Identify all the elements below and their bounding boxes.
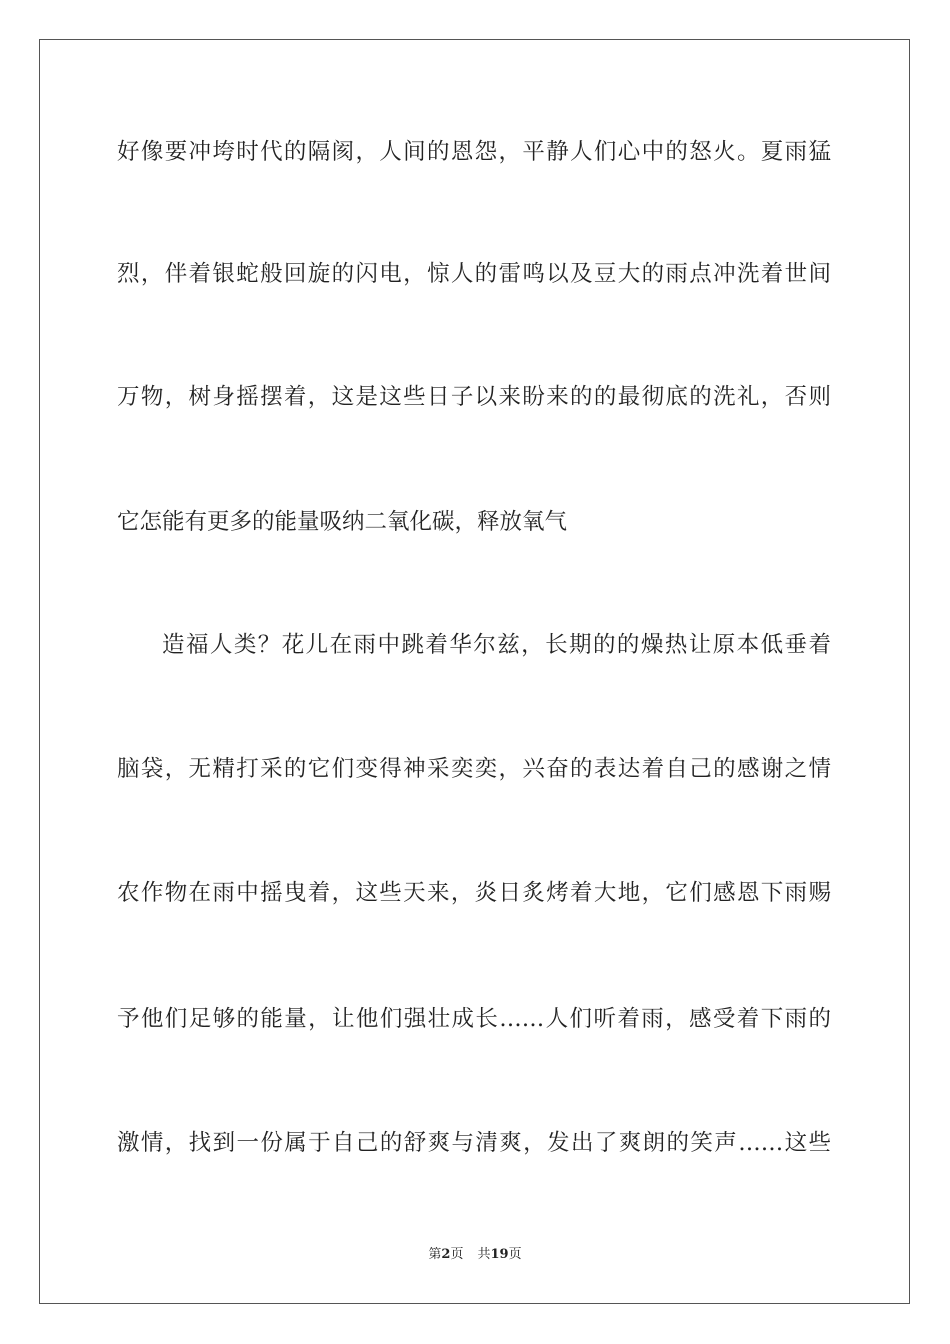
page-border [39,39,910,1304]
footer-page-prefix: 第 [428,1247,442,1262]
body-line-8: 予他们足够的能量，让他们强壮成长……人们听着雨，感受着下雨的 [117,1006,831,1032]
body-line-9: 激情，找到一份属于自己的舒爽与清爽，发出了爽朗的笑声……这些 [117,1130,831,1156]
footer-page-number: 2 [441,1247,451,1262]
footer-page-suffix: 页 [450,1247,464,1262]
page-footer [0,1246,950,1264]
body-line-5-paragraph-start: 造福人类？花儿在雨中跳着华尔兹，长期的的燥热让原本低垂着 [162,632,831,658]
footer-total-pages: 19 [490,1247,509,1262]
body-line-7: 农作物在雨中摇曳着，这些天来，炎日炙烤着大地，它们感恩下雨赐 [117,880,831,906]
footer-total-suffix: 页 [508,1247,522,1262]
footer-total-prefix: 共 [477,1247,491,1262]
body-line-1: 好像要冲垮时代的隔阂，人间的恩怨，平静人们心中的怒火。夏雨猛 [117,139,831,165]
body-line-4: 它怎能有更多的能量吸纳二氧化碳，释放氧气 [117,509,568,535]
body-line-6: 脑袋，无精打采的它们变得神采奕奕，兴奋的表达着自己的感谢之情 [117,756,831,782]
body-line-3: 万物，树身摇摆着，这是这些日子以来盼来的的最彻底的洗礼，否则 [117,384,831,410]
body-line-2: 烈，伴着银蛇般回旋的闪电，惊人的雷鸣以及豆大的雨点冲洗着世间 [117,261,831,287]
